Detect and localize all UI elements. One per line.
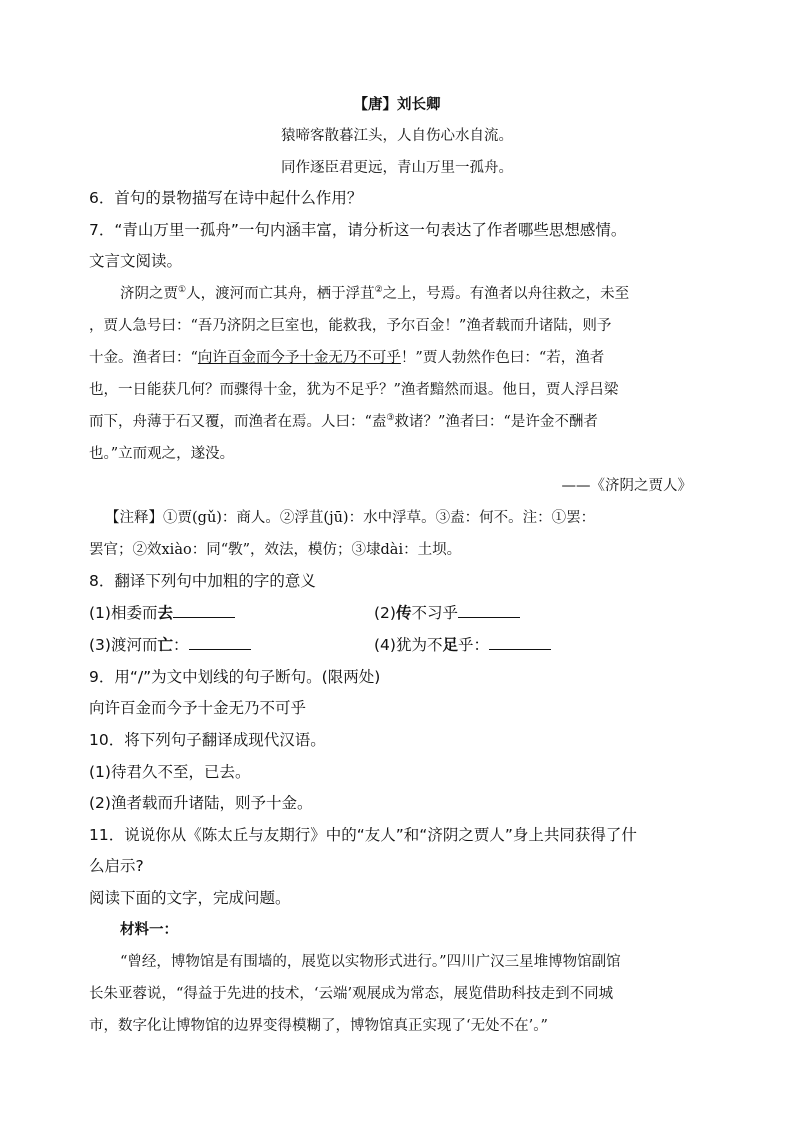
- poem-author: 【唐】刘长卿: [353, 96, 441, 113]
- material-1-line-1: “曾经，博物馆是有围墙的，展览以实物形式进行。”四川广汉三星堆博物馆副馆: [120, 954, 621, 970]
- material-1-line-3: 市，数字化让博物馆的边界变得模糊了，博物馆真正实现了‘无处不在’。”: [89, 1018, 548, 1034]
- material-1-title: 材料一：: [120, 921, 178, 938]
- question-10-item-1: (1)待君久不至，已去。: [89, 763, 251, 781]
- answer-blank[interactable]: [189, 635, 251, 650]
- question-8-item-3: (3)渡河而亡：: [89, 634, 251, 656]
- passage-line-3: 十金。渔者曰：“向许百金而今予十金无乃不可乎！”贾人勃然作色曰：“若，渔者: [89, 350, 605, 366]
- answer-blank[interactable]: [489, 635, 551, 650]
- reading-2-title: 阅读下面的文字，完成问题。: [89, 889, 291, 907]
- question-8-item-2: (2)传不习乎: [374, 602, 520, 624]
- question-11-line-2: 么启示?: [89, 857, 144, 875]
- question-9-title: 9．用“/”为文中划线的句子断句。(限两处): [89, 668, 381, 686]
- question-10-title: 10．将下列句子翻译成现代汉语。: [89, 731, 326, 749]
- question-9-sentence: 向许百金而今予十金无乃不可乎: [89, 699, 307, 717]
- notes-line-1: 【注释】①贾(gǔ)：商人。②浮苴(jū)：水中浮草。③盍：何不。注：①罢：: [105, 510, 596, 526]
- passage-line-6: 也。”立而观之，遂没。: [89, 446, 235, 462]
- question-8-title: 8．翻译下列句中加粗的字的意义: [89, 572, 316, 590]
- passage-line-4: 也，一日能获几何？而骤得十金，犹为不足乎？”渔者黯然而退。他日，贾人浮吕梁: [89, 382, 619, 398]
- material-1-line-2: 长朱亚蓉说，“得益于先进的技术，‘云端’观展成为常态，展览借助科技走到不同城: [89, 986, 614, 1002]
- question-10-item-2: (2)渔者载而升诸陆，则予十金。: [89, 794, 313, 812]
- underlined-sentence: 向许百金而今予十金无乃不可乎: [197, 350, 401, 366]
- question-7: 7．“青山万里一孤舟”一句内涵丰富，请分析这一句表达了作者哪些思想感情。: [89, 221, 627, 239]
- passage-line-2: ，贾人急号曰：“吾乃济阴之巨室也，能救我，予尔百金！”渔者载而升诸陆，则予: [89, 318, 612, 334]
- answer-blank[interactable]: [458, 603, 520, 618]
- question-11-line-1: 11．说说你从《陈太丘与友期行》中的“友人”和“济阴之贾人”身上共同获得了什: [89, 826, 637, 844]
- question-8-item-4: (4)犹为不足乎：: [374, 634, 551, 656]
- answer-blank[interactable]: [173, 603, 235, 618]
- question-6: 6．首句的景物描写在诗中起什么作用？: [89, 189, 363, 207]
- passage-line-5: 而下，舟薄于石又覆，而渔者在焉。人曰：“盍③救诸？”渔者曰：“是许金不酬者: [89, 413, 598, 430]
- passage-source: ——《济阴之贾人》: [561, 478, 692, 494]
- passage-line-1: 济阴之贾①人，渡河而亡其舟，栖于浮苴②之上，号焉。有渔者以舟往救之，未至: [120, 285, 630, 302]
- notes-line-2: 罢官；②效xiào：同“斆”，效法，模仿；③埭dài：土坝。: [89, 542, 462, 558]
- question-8-item-1: (1)相委而去: [89, 602, 235, 624]
- reading-section-title: 文言文阅读。: [89, 252, 183, 270]
- poem-line-1: 猿啼客散暮江头，人自伤心水自流。: [281, 128, 513, 144]
- poem-line-2: 同作逐臣君更远，青山万里一孤舟。: [281, 160, 513, 176]
